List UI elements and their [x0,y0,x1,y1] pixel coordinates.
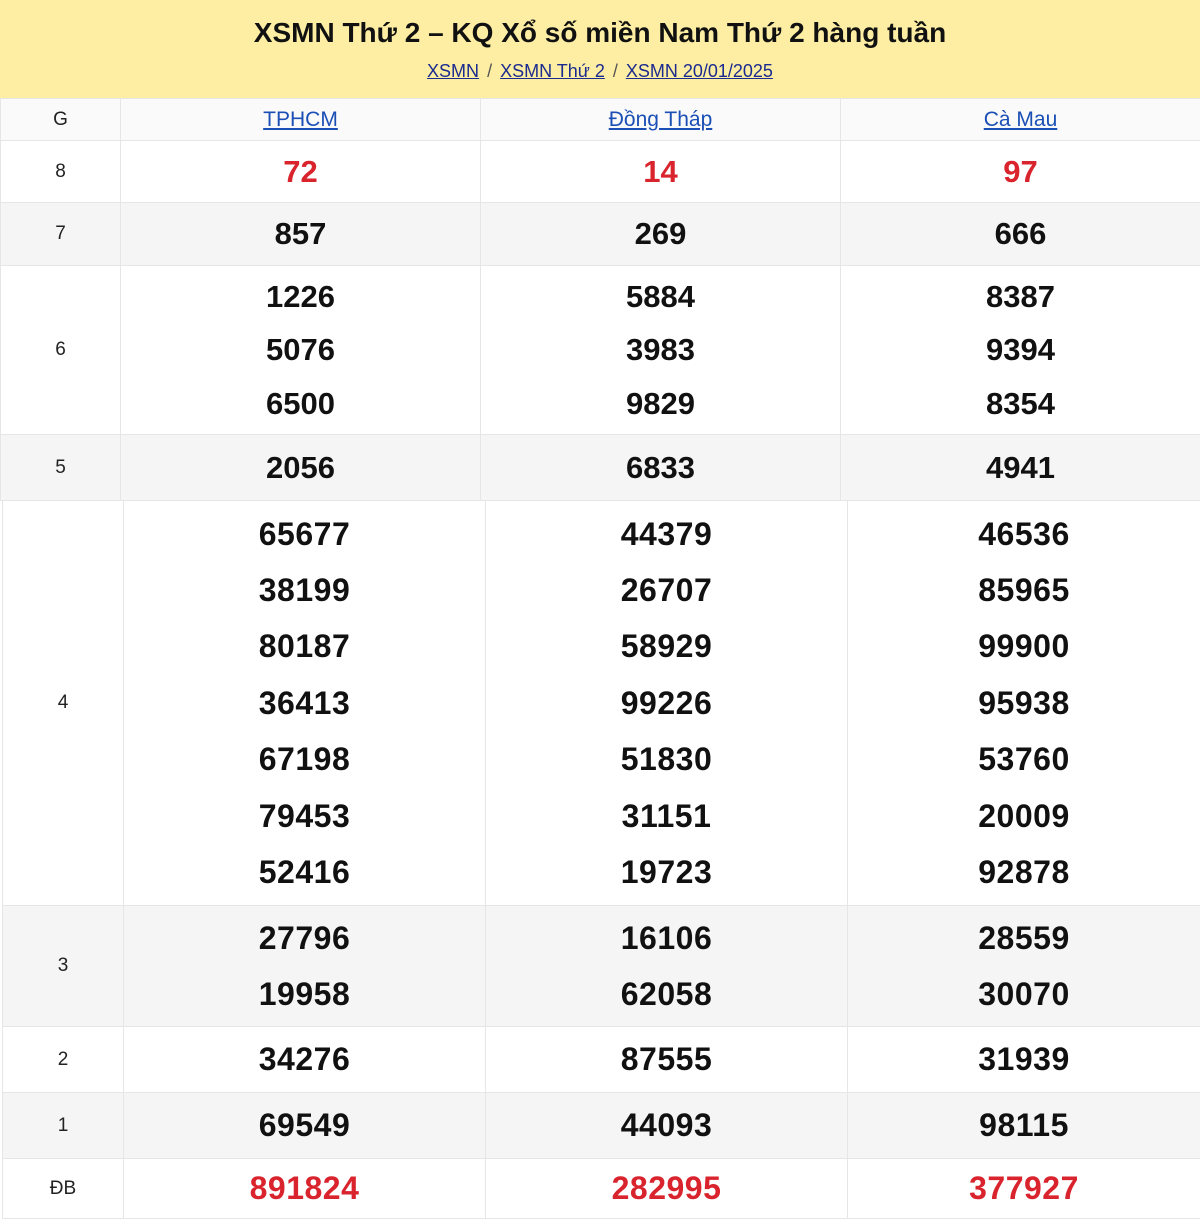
result-cell [124,1093,486,1159]
result-number: 8387 [841,270,1200,324]
result-number: 52416 [124,844,485,900]
prize-label: ĐB [3,1159,124,1219]
prize-row-1 [3,1093,1200,1159]
result-number: 44093 [486,1097,847,1153]
result-number: 5884 [481,270,840,324]
result-cell [121,435,481,501]
result-number: 269 [481,207,840,261]
result-number: 80187 [124,618,485,674]
breadcrumb-separator: / [613,61,618,81]
result-cell [486,906,848,1027]
breadcrumb-link-xsmn[interactable]: XSMN [427,61,479,81]
jackpot-number: 891824 [124,1170,485,1207]
result-cell [481,435,841,501]
result-number: 36413 [124,675,485,731]
result-number: 6833 [481,441,840,495]
province-link-tphcm[interactable]: TPHCM [263,108,338,131]
result-cell [848,1027,1200,1093]
result-cell [848,1159,1200,1219]
result-number: 2056 [121,441,480,495]
result-number: 34276 [124,1031,485,1087]
result-number: 38199 [124,562,485,618]
province-link-ca-mau[interactable]: Cà Mau [984,108,1058,131]
province-header [121,99,481,141]
result-number: 5076 [121,323,480,377]
prize-row-special [3,1159,1200,1219]
breadcrumb [0,60,1200,82]
result-number: 28559 [848,910,1200,966]
prize-label: 8 [1,141,121,203]
result-number: 92878 [848,844,1200,900]
result-number: 14 [481,145,840,199]
result-cell [841,203,1200,266]
result-number: 30070 [848,966,1200,1022]
breadcrumb-link-xsmn-thu-2[interactable]: XSMN Thứ 2 [500,61,605,81]
table-header-row [1,99,1200,141]
prize-label: 1 [3,1093,124,1159]
result-cell [841,435,1200,501]
jackpot-number: 377927 [848,1170,1200,1207]
result-number: 16106 [486,910,847,966]
province-header [841,99,1200,141]
prize-label: 3 [3,906,124,1027]
result-number: 69549 [124,1097,485,1153]
page-title: XSMN Thứ 2 – KQ Xổ số miền Nam Thứ 2 hàng tuần [0,0,1200,50]
prize-label: 4 [3,501,124,906]
result-cell [486,1159,848,1219]
result-number: 1226 [121,270,480,324]
prize-label: 6 [1,266,121,435]
prize-row-7 [1,203,1200,266]
prize-row-6 [1,266,1200,435]
result-cell [481,141,841,203]
result-cell [481,266,841,435]
result-number: 20009 [848,788,1200,844]
province-header [481,99,841,141]
results-table-upper [0,98,1200,501]
prize-row-4 [3,501,1200,906]
result-number: 4941 [841,441,1200,495]
prize-row-8 [1,141,1200,203]
jackpot-number: 282995 [486,1170,847,1207]
result-number: 58929 [486,618,847,674]
result-number: 62058 [486,966,847,1022]
result-number: 19958 [124,966,485,1022]
result-number: 27796 [124,910,485,966]
result-number: 857 [121,207,480,261]
result-number: 6500 [121,377,480,431]
prize-row-5 [1,435,1200,501]
result-number: 26707 [486,562,847,618]
result-cell [121,266,481,435]
province-link-dong-thap[interactable]: Đồng Tháp [609,108,713,131]
result-number: 51830 [486,731,847,787]
result-cell [121,141,481,203]
page-header [0,0,1200,98]
result-cell [124,906,486,1027]
result-number: 31939 [848,1031,1200,1087]
result-number: 98115 [848,1097,1200,1153]
breadcrumb-separator: / [487,61,492,81]
result-number: 97 [841,145,1200,199]
result-number: 99226 [486,675,847,731]
result-number: 99900 [848,618,1200,674]
prize-label: 7 [1,203,121,266]
prize-column-header: G [1,99,121,141]
prize-row-3 [3,906,1200,1027]
result-cell [841,141,1200,203]
result-number: 95938 [848,675,1200,731]
prize-label: 5 [1,435,121,501]
result-cell [481,203,841,266]
result-cell [848,1093,1200,1159]
result-cell [486,501,848,906]
result-number: 31151 [486,788,847,844]
results-table-lower [2,500,1200,1219]
result-cell [848,501,1200,906]
result-cell [841,266,1200,435]
result-cell [121,203,481,266]
result-number: 46536 [848,506,1200,562]
result-cell [124,1159,486,1219]
result-cell [486,1027,848,1093]
result-number: 666 [841,207,1200,261]
prize-row-2 [3,1027,1200,1093]
result-cell [848,906,1200,1027]
result-number: 19723 [486,844,847,900]
result-number: 79453 [124,788,485,844]
result-number: 9394 [841,323,1200,377]
result-cell [124,1027,486,1093]
result-number: 87555 [486,1031,847,1087]
result-cell [486,1093,848,1159]
result-number: 44379 [486,506,847,562]
result-number: 53760 [848,731,1200,787]
prize-label: 2 [3,1027,124,1093]
result-number: 67198 [124,731,485,787]
result-number: 3983 [481,323,840,377]
result-number: 9829 [481,377,840,431]
result-number: 8354 [841,377,1200,431]
result-number: 65677 [124,506,485,562]
breadcrumb-link-xsmn-date[interactable]: XSMN 20/01/2025 [626,61,773,81]
result-number: 72 [121,145,480,199]
result-number: 85965 [848,562,1200,618]
result-cell [124,501,486,906]
